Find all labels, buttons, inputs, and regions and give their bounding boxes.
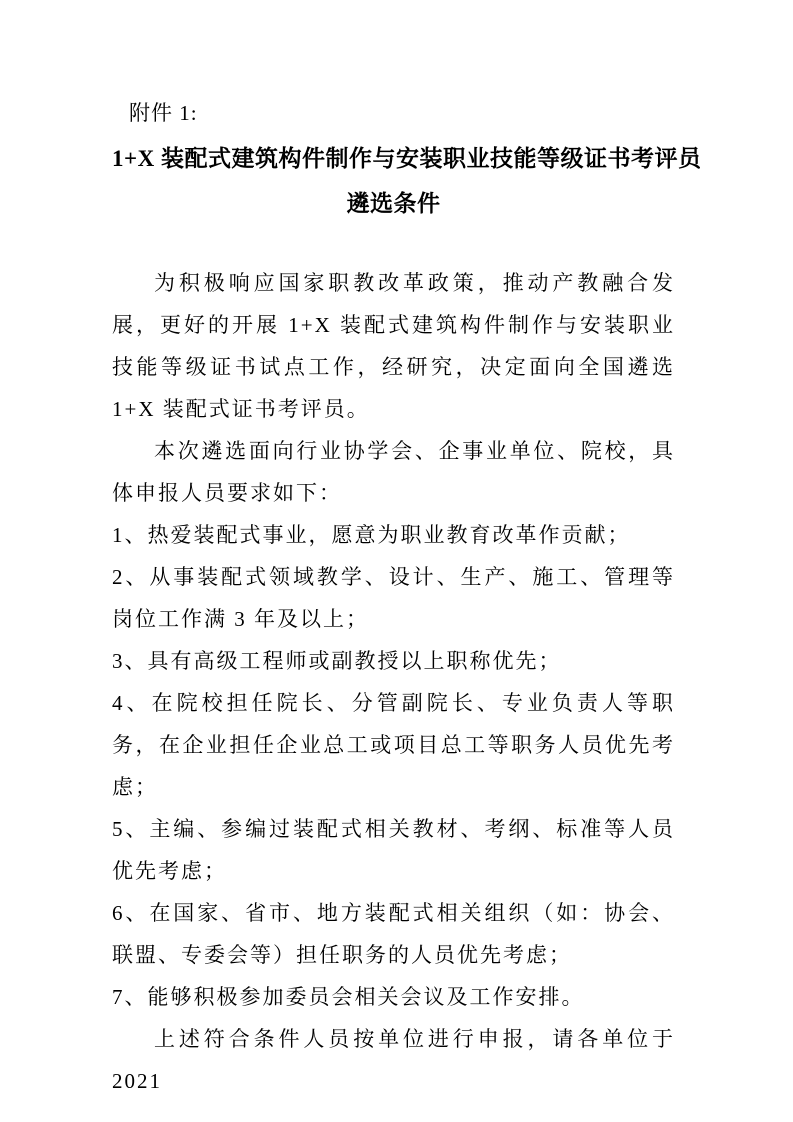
- document-title: [112, 136, 702, 226]
- requirement-item-1: 1、热爱装配式事业，愿意为职业教育改革作贡献；: [112, 523, 631, 547]
- requirement-item-7: 7、能够积极参加委员会相关会议及工作安排。: [112, 985, 585, 1009]
- document-title-line-1: 1+X 装配式建筑构件制作与安装职业技能等级证书考评员: [112, 146, 702, 171]
- requirement-item-3: 3、具有高级工程师或副教授以上职称优先；: [112, 649, 562, 673]
- attachment-label: 附件 1:: [129, 101, 198, 125]
- requirement-item-4: 4、在院校担任院长、分管副院长、专业负责人等职务，在企业担任企业总工或项目总工等职务人员优先考虑；: [112, 691, 675, 799]
- paragraph-closing: 上述符合条件人员按单位进行申报，请各单位于 2021: [112, 1027, 675, 1093]
- document-body: [112, 262, 675, 1102]
- document-content: [112, 98, 702, 1102]
- paragraph-scope: 本次遴选面向行业协学会、企事业单位、院校，具体申报人员要求如下：: [112, 439, 675, 505]
- requirement-item-2: 2、从事装配式领域教学、设计、生产、施工、管理等岗位工作满 3 年及以上；: [112, 565, 675, 631]
- requirement-item-6: 6、在国家、省市、地方装配式相关组织（如：协会、联盟、专委会等）担任职务的人员优先考虑；: [112, 901, 675, 967]
- requirement-item-5: 5、主编、参编过装配式相关教材、考纲、标准等人员优先考虑；: [112, 817, 675, 883]
- document-title-line-2: 遴选条件: [346, 191, 441, 216]
- paragraph-intro: 为积极响应国家职教改革政策，推动产教融合发展，更好的开展 1+X 装配式建筑构件制作与安装职业技能等级证书试点工作，经研究，决定面向全国遴选 1+X 装配式证书考评员。: [112, 271, 675, 421]
